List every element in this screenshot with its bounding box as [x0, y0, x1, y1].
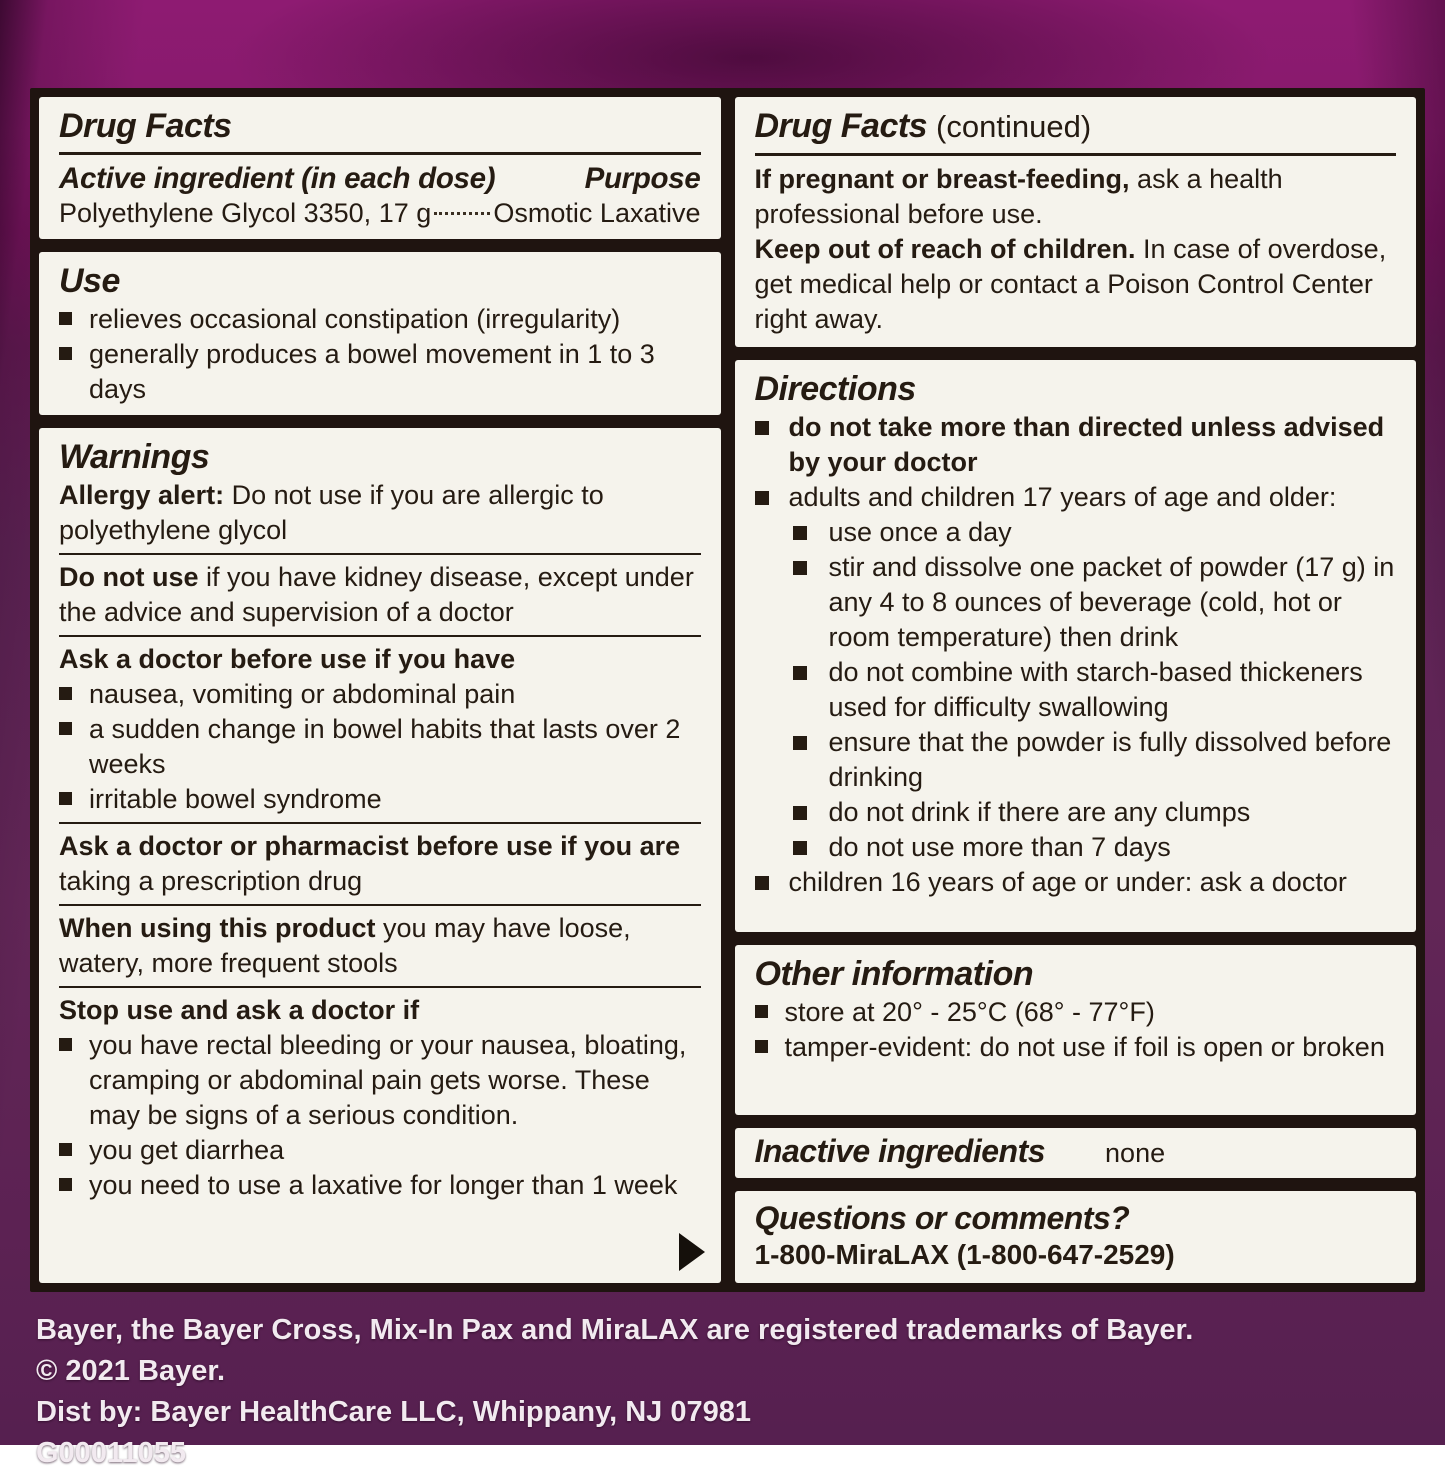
distributor-line: Dist by: Bayer HealthCare LLC, Whippany, NJ 07981 — [36, 1396, 752, 1428]
square-bullet-icon — [793, 561, 807, 575]
when-using: When using this product you may have loose, watery, more frequent stools — [59, 913, 631, 978]
directions-sub-bullet: do not use more than 7 days — [793, 830, 1397, 865]
directions-box — [735, 360, 1417, 932]
directions-bullet: do not take more than directed unless advised by your doctor — [755, 410, 1397, 480]
divider — [59, 152, 701, 155]
square-bullet-icon — [59, 347, 72, 360]
warning-bullet: a sudden change in bowel habits that lasts over 2 weeks — [59, 712, 701, 782]
warning-bullet: you get diarrhea — [59, 1133, 701, 1168]
other-information-title: Other information — [754, 955, 1034, 993]
package-footer — [36, 1310, 1426, 1474]
inactive-ingredients-box — [735, 1128, 1417, 1178]
dot-leader — [434, 212, 490, 215]
square-bullet-icon — [793, 666, 807, 680]
drug-facts-continued-box — [735, 97, 1417, 347]
questions-title: Questions or comments? — [754, 1200, 1130, 1236]
divider — [59, 986, 701, 988]
left-column — [39, 97, 721, 1283]
do-not-use: Do not use if you have kidney disease, except under the advice and supervision of a doctor — [59, 562, 694, 627]
divider — [755, 153, 1397, 156]
lot-code-line: G00011055 — [36, 1437, 186, 1469]
warning-bullet: nausea, vomiting or abdominal pain — [59, 677, 701, 712]
active-ingredient-label: Active ingredient (in each dose) — [59, 162, 496, 195]
square-bullet-icon — [755, 1005, 768, 1018]
keep-out-warning: Keep out of reach of children. In case of overdose, get medical help or contact a Poison Control Center right away. — [754, 234, 1387, 334]
use-box — [39, 252, 721, 415]
inactive-ingredients-value: none — [1105, 1138, 1166, 1168]
directions-title: Directions — [754, 370, 916, 408]
divider — [59, 822, 701, 824]
warning-bullet: you need to use a laxative for longer than 1 week — [59, 1168, 701, 1203]
right-column — [735, 97, 1417, 1283]
purpose-value: Osmotic Laxative — [493, 198, 701, 228]
inactive-ingredients-title: Inactive ingredients — [754, 1133, 1046, 1169]
square-bullet-icon — [59, 312, 72, 325]
square-bullet-icon — [755, 491, 769, 505]
copyright-line: © 2021 Bayer. — [36, 1355, 226, 1387]
drug-facts-box — [39, 97, 721, 239]
square-bullet-icon — [755, 1040, 768, 1053]
use-title: Use — [59, 262, 120, 300]
directions-sub-list — [793, 515, 1397, 865]
warnings-box — [39, 428, 721, 1283]
divider — [59, 635, 701, 637]
phone-number: 1-800-MiraLAX (1-800-647-2529) — [754, 1239, 1175, 1270]
other-info-bullet: store at 20° - 25°C (68° - 77°F) — [755, 995, 1397, 1030]
drug-facts-continued-title: Drug Facts (continued) — [754, 107, 1092, 145]
ask-pharmacist: Ask a doctor or pharmacist before use if you are taking a prescription drug — [59, 831, 681, 896]
square-bullet-icon — [793, 736, 807, 750]
ingredient-name: Polyethylene Glycol 3350, 17 g — [59, 198, 432, 228]
stop-use-heading: Stop use and ask a doctor if — [59, 995, 420, 1025]
square-bullet-icon — [793, 841, 807, 855]
directions-bullet: children 16 years of age or under: ask a doctor — [755, 865, 1397, 900]
square-bullet-icon — [59, 1038, 72, 1051]
directions-sub-bullet: use once a day — [793, 515, 1397, 550]
divider — [59, 553, 701, 555]
continued-arrow-icon — [679, 1233, 705, 1271]
square-bullet-icon — [59, 1178, 72, 1191]
square-bullet-icon — [59, 722, 72, 735]
square-bullet-icon — [59, 1143, 72, 1156]
square-bullet-icon — [755, 876, 769, 890]
pregnant-warning: If pregnant or breast-feeding, ask a health professional before use. — [754, 164, 1283, 229]
square-bullet-icon — [59, 792, 72, 805]
use-bullet: relieves occasional constipation (irregularity) — [59, 302, 701, 337]
directions-sub-bullet: stir and dissolve one packet of powder (17 g) in any 4 to 8 ounces of beverage (cold, hot or room temperature) then drink — [793, 550, 1397, 655]
allergy-alert: Allergy alert: Do not use if you are allergic to polyethylene glycol — [59, 480, 604, 545]
warnings-title: Warnings — [59, 438, 210, 476]
inactive-ingredients-row — [755, 1130, 1397, 1172]
directions-sub-bullet: do not drink if there are any clumps — [793, 795, 1397, 830]
divider — [59, 904, 701, 906]
use-bullet: generally produces a bowel movement in 1 to 3 days — [59, 337, 701, 407]
ingredient-row — [59, 196, 701, 231]
directions-sub-bullet: do not combine with starch-based thickeners used for difficulty swallowing — [793, 655, 1397, 725]
trademark-line: Bayer, the Bayer Cross, Mix-In Pax and MiraLAX are registered trademarks of Bayer. — [36, 1314, 1194, 1346]
active-ingredient-header — [59, 161, 701, 196]
drug-facts-title: Drug Facts — [59, 107, 232, 145]
purpose-label: Purpose — [584, 162, 701, 195]
square-bullet-icon — [793, 526, 807, 540]
warning-bullet: you have rectal bleeding or your nausea, bloating, cramping or abdominal pain gets worse. These may be signs of a serious condition. — [59, 1028, 701, 1133]
continued-suffix: (continued) — [936, 109, 1092, 144]
directions-sub-bullet: ensure that the powder is fully dissolved before drinking — [793, 725, 1397, 795]
warning-bullet: irritable bowel syndrome — [59, 782, 701, 817]
other-information-box — [735, 945, 1417, 1115]
square-bullet-icon — [755, 421, 769, 435]
square-bullet-icon — [793, 806, 807, 820]
directions-bullet: adults and children 17 years of age and older: — [755, 480, 1397, 515]
square-bullet-icon — [59, 687, 72, 700]
ask-doctor-heading: Ask a doctor before use if you have — [59, 644, 516, 674]
drug-facts-label — [30, 88, 1425, 1292]
questions-box — [735, 1191, 1417, 1283]
other-info-bullet: tamper-evident: do not use if foil is open or broken — [755, 1030, 1397, 1065]
